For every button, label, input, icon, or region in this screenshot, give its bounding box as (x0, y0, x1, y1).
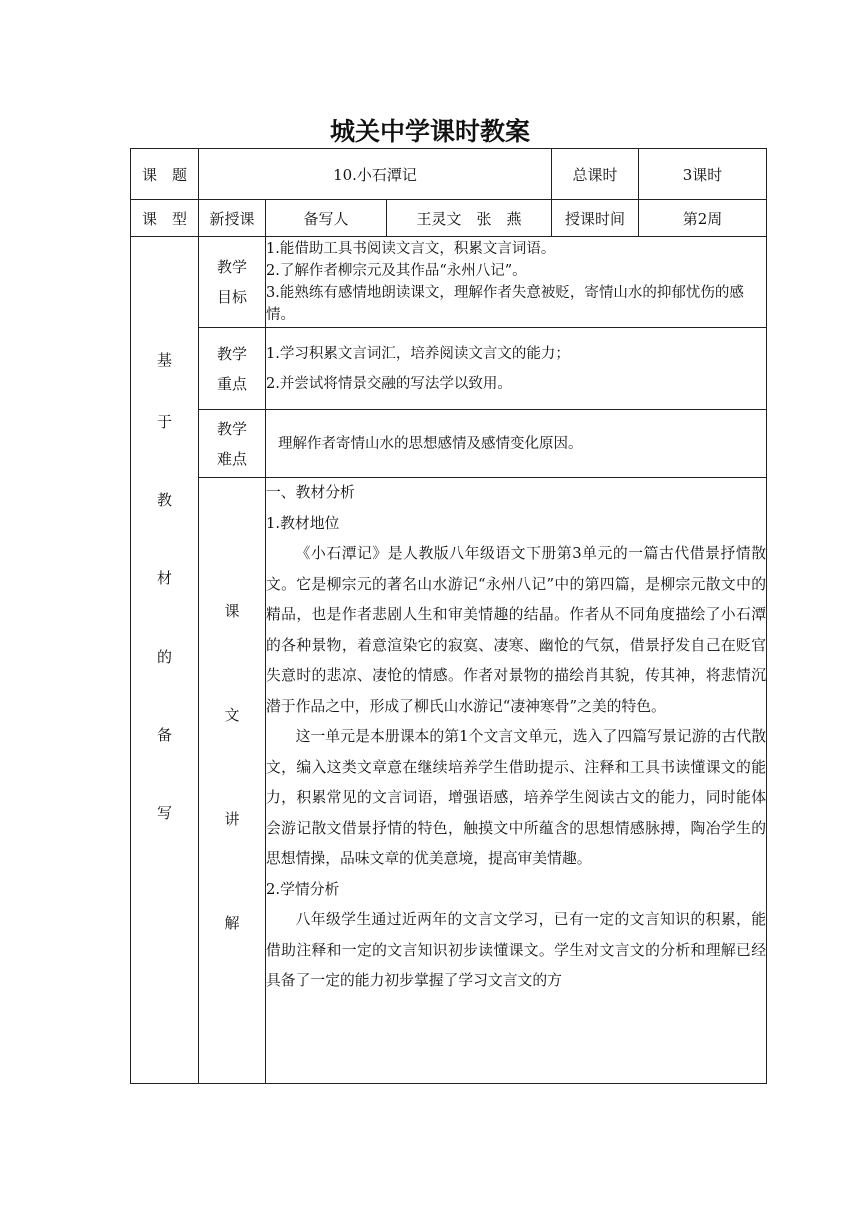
total-hours-label: 总课时 (552, 149, 639, 200)
lesson-plan-table (130, 148, 767, 1084)
topic-label: 课 题 (131, 149, 199, 200)
goal-line: 1.能借助工具书阅读文言文，积累文言词语。 (266, 241, 556, 257)
page-title: 城关中学课时教案 (329, 117, 530, 146)
type-value: 新授课 (199, 200, 266, 237)
lecture-content (266, 478, 767, 1084)
goals-content (266, 237, 767, 328)
side-char: 写 (156, 804, 172, 822)
difficulties-content: 理解作者寄情山水的思想感情及感情变化原因。 (266, 410, 767, 478)
class-time-label: 授课时间 (552, 200, 639, 237)
total-hours-value: 3课时 (639, 149, 767, 200)
goal-line: 2.了解作者柳宗元及其作品“永州八记”。 (266, 263, 527, 279)
topic-value: 10.小石潭记 (199, 149, 552, 200)
side-label (131, 237, 199, 1084)
goals-label: 教学 目标 (199, 237, 266, 328)
side-char: 备 (156, 726, 172, 744)
key-point-line: 1.学习积累文言词汇，培养阅读文言文的能力； (266, 345, 570, 362)
lecture-label-char: 讲 (224, 810, 240, 828)
paragraph: 这一单元是本册课本的第1个文言文单元，选入了四篇写景记游的古代散文，编入这类文章意在继续培养学生借助提示、注释和工具书读懂课文的能力，积累常见的文言词语，增强语感，培养学生阅读古文的能力，同时能体会游记散文借景抒情的特色，触摸文中所蕴含的思想情感脉搏，陶冶学生的思想情操，品味文章的优美意境，提高审美情趣。 (266, 728, 767, 867)
lecture-row (131, 478, 767, 1084)
lecture-label-char: 课 (224, 602, 240, 620)
goal-line: 3.能熟练有感情地朗读课文，理解作者失意被贬，寄情山水的抑郁忧伤的感情。 (266, 285, 744, 323)
subheading-position: 1.教材地位 (266, 514, 340, 532)
subheading-analysis: 2.学情分析 (266, 880, 340, 898)
lecture-label-char: 文 (224, 706, 240, 724)
type-label: 课 型 (131, 200, 199, 237)
section-heading: 一、教材分析 (266, 484, 355, 501)
goals-row (131, 237, 767, 328)
difficulties-row (131, 410, 767, 478)
topic-row (131, 149, 767, 200)
preparer-label: 备写人 (266, 200, 387, 237)
difficulties-label: 教学 难点 (199, 410, 266, 478)
key-point-line: 2.并尝试将情景交融的写法学以致用。 (266, 375, 512, 392)
key-points-row (131, 328, 767, 410)
paragraph: 八年级学生通过近两年的文言文学习，已有一定的文言知识的积累，能借助注释和一定的文言知识初步读懂课文。学生对文言文的分析和理解已经具备了一定的能力初步掌握了学习文言文的方 (266, 911, 767, 989)
side-char: 材 (156, 569, 172, 587)
key-points-content (266, 328, 767, 410)
preparer-value: 王灵文 张 燕 (387, 200, 552, 237)
side-char: 基 (156, 351, 172, 369)
side-char: 于 (156, 413, 172, 431)
lecture-label (199, 478, 266, 1084)
class-time-value: 第2周 (639, 200, 767, 237)
side-char: 教 (156, 491, 172, 509)
key-points-label: 教学 重点 (199, 328, 266, 410)
type-row (131, 200, 767, 237)
paragraph: 《小石潭记》是人教版八年级语文下册第3单元的一篇古代借景抒情散文。它是柳宗元的著名山水游记“永州八记”中的第四篇，是柳宗元散文中的精品，也是作者悲剧人生和审美情趣的结晶。作者从不同角度描绘了小石潭的各种景物，着意渲染它的寂寞、凄寒、幽怆的气氛，借景抒发自己在贬官失意时的悲凉、凄怆的情感。作者对景物的描绘肖其貌，传其神，将悲情沉潜于作品之中，形成了柳氏山水游记“凄神寒骨”之美的特色。 (266, 545, 767, 715)
lecture-label-char: 解 (224, 914, 240, 932)
side-char: 的 (156, 648, 172, 666)
